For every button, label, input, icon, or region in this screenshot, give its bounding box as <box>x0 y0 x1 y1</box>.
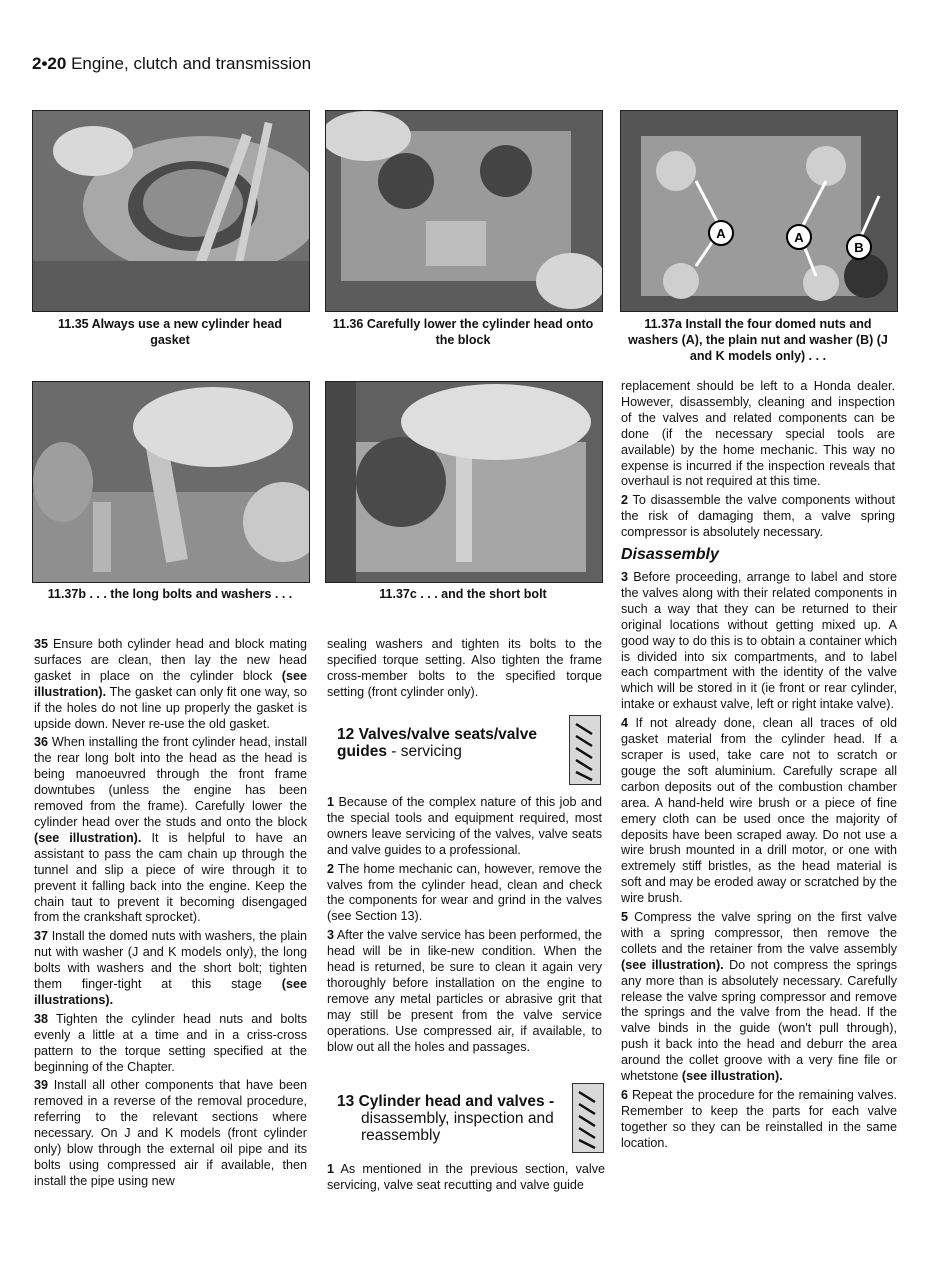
paragraph <box>327 1162 605 1194</box>
paragraph-text: Tighten the cylinder head nuts and bolts evenly a little at a time and in a criss-cross pattern to the torque setting specified at the beginning of the Chapter. <box>34 1011 307 1074</box>
paragraph-number: 37 <box>34 929 49 944</box>
paragraph-text: To disassemble the valve components without the risk of damaging them, a valve spring compressor is absolutely necessary. <box>621 493 895 540</box>
paragraph <box>621 493 895 541</box>
paragraph-text: When installing the front cylinder head, install the rear long bolt into the head as the head is being manoeuvred through the front frame downtubes (unless the engine has been removed from the frame). Carefully lower the cylinder head over the studs and onto the block <box>34 735 308 829</box>
illustration-ref: (see illustrations). <box>34 977 307 1007</box>
illustration-ref: (see illustration). <box>681 1069 783 1084</box>
paragraph-text: Install all other components that have been removed in a reverse of the removal procedure, referring to the relevant sections where necessary. On J and K models (front cylinder only) blow through the external oil pipe and its bolts using compressed air if available, then install the pipe using new <box>34 1078 308 1188</box>
paragraph-number: 1 <box>327 795 335 809</box>
paragraph-text: Install the domed nuts with washers, the plain nut with washer (J and K models only), the long bolts with washers and the short bolt; tighten them finger-tight at this stage <box>34 929 307 992</box>
paragraph <box>621 570 897 713</box>
illustration-ref: (see illustration). <box>34 830 142 845</box>
caption-11-35: 11.35 Always use a new cylinder head gasket <box>58 317 282 347</box>
paragraph-text: Do not compress the springs any more than is absolutely necessary. Carefully release the valve spring compressor and remove the springs and the valve from the head. If the valve binds in the guide (won't pull through), push it back into the head and deburr the area around the collet groove with a very fine file or whetstone <box>621 957 897 1084</box>
section-12-heading: 12 Valves/valve seats/valve guides - servicing <box>337 726 537 760</box>
illustration-ref: (see illustration). <box>621 957 724 972</box>
difficulty-spanner-icon-2 <box>572 1083 604 1153</box>
paragraph-number: 3 <box>621 570 629 584</box>
paragraph-text: Repeat the procedure for the remaining valves. Remember to keep the parts for each valve together so they can be reinstalled in the same location. <box>621 1088 897 1150</box>
caption-11-36: 11.36 Carefully lower the cylinder head onto the block <box>332 317 594 347</box>
caption-11-37b: 11.37b . . . the long bolts and washers . . . <box>47 587 293 601</box>
column-2-middle-text <box>327 795 602 1056</box>
page-header <box>32 54 311 74</box>
paragraph-text: sealing washers and tighten its bolts to the specified torque setting. Also tighten the frame cross-member bolts to the specified torque setting (front cylinder only). <box>327 637 602 699</box>
photo-short-bolt <box>325 381 603 583</box>
paragraph-text: As mentioned in the previous section, valve servicing, valve seat recutting and valve guide <box>327 1162 605 1192</box>
illustration-ref: (see illustration). <box>34 668 307 699</box>
paragraph-number: 3 <box>327 928 335 943</box>
label-a2: A <box>794 230 804 245</box>
paragraph <box>327 862 602 926</box>
paragraph-text: Because of the complex nature of this job and the special tools and equipment required, most owners leave servicing of the valves, valve seats and valve guides to a professional. <box>327 795 602 857</box>
paragraph <box>327 795 602 859</box>
paragraph <box>621 1088 897 1152</box>
paragraph <box>621 716 897 907</box>
paragraph-text: replacement should be left to a Honda dealer. However, disassembly, cleaning and inspection of the valves and related components can be done (if the necessary special tools are available) by the home mechanic. This way no expense is incurred if the inspection reveals that overhaul is not required at this time. <box>621 379 895 489</box>
photo-domed-nuts <box>620 110 898 312</box>
label-b: B <box>854 240 864 255</box>
paragraph-number: 35 <box>34 637 49 651</box>
paragraph-number: 38 <box>34 1011 49 1026</box>
paragraph-number: 4 <box>621 716 629 731</box>
paragraph-number: 2 <box>327 861 335 876</box>
page-number: 2•20 <box>32 54 67 73</box>
photo-long-bolts <box>32 381 310 583</box>
label-a1: A <box>716 226 726 241</box>
paragraph <box>34 929 307 1009</box>
paragraph-number: 6 <box>621 1088 629 1102</box>
column-3-bottom-text <box>621 570 897 1152</box>
column-2-top-text <box>327 637 602 701</box>
paragraph-text: Ensure both cylinder head and block mating surfaces are clean, then lay the new head gasket in place on the cylinder block <box>34 637 308 683</box>
column-2-bottom-text <box>327 1162 605 1194</box>
column-1-text <box>34 637 307 1190</box>
photo-cylinder-gasket <box>32 110 310 312</box>
paragraph-number: 5 <box>621 910 629 925</box>
paragraph <box>621 910 897 1085</box>
paragraph-number: 1 <box>327 1162 335 1176</box>
paragraph-number: 36 <box>34 735 49 750</box>
paragraph-number: 2 <box>621 493 629 508</box>
paragraph-text: The gasket can only fit one way, so if the holes do not line up properly the gasket is upside down. Never re-use the old gasket. <box>34 684 307 731</box>
chapter-title: Engine, clutch and transmission <box>71 54 312 73</box>
disassembly-subheading: Disassembly <box>621 546 719 563</box>
paragraph <box>34 735 307 926</box>
paragraph <box>34 1012 307 1076</box>
difficulty-spanner-icon <box>569 715 601 785</box>
paragraph-text: The home mechanic can, however, remove the valves from the cylinder head, clean and check the components for wear and grind in the valves (see Section 13). <box>327 861 602 924</box>
section-13-heading: 13 Cylinder head and valves - disassembly, inspection and reassembly <box>337 1093 555 1144</box>
paragraph <box>327 928 602 1055</box>
paragraph <box>327 637 602 701</box>
paragraph <box>34 637 307 732</box>
paragraph <box>34 1078 307 1189</box>
paragraph-text: Before proceeding, arrange to label and store the valves along with their related components in such a way that they can be returned to their original locations without getting mixed up. A good way to do this is to obtain a container which is divided into six compartments, and to label each compartment with the identity of the valve which will be stored in it (ie front or rear cylinder, intake or exhaust valve, left or right intake valve). <box>621 570 897 712</box>
paragraph-text: If not already done, clean all traces of old gasket material from the cylinder head. If a scraper is used, take care not to scratch or gouge the soft aluminium. Carefully scrape all carbon deposits out of the combustion chamber area. A hand-held wire brush or a piece of fine emery cloth can be used once the majority of deposits have been scraped away. Do not use a wire brush mounted in a drill motor, or one with extremely stiff bristles, as the head material is soft and may be eroded away or scratched by the wire brush. <box>621 716 897 906</box>
paragraph-text: It is helpful to have an assistant to pass the cam chain up through the tunnel and slip a piece of wire through it to prevent it falling back into the engine. Keep the chain taut to prevent it becoming disengaged from the crankshaft sprocket). <box>34 830 307 925</box>
column-3-top-text <box>621 379 895 541</box>
paragraph <box>621 379 895 490</box>
caption-11-37c: 11.37c . . . and the short bolt <box>379 587 547 601</box>
paragraph-text: Compress the valve spring on the first valve with a spring compressor, then remove the collets and the retainer from the valve assembly <box>621 910 897 956</box>
paragraph-number: 39 <box>34 1078 49 1093</box>
photo-cylinder-head-lower <box>325 110 603 312</box>
paragraph-text: After the valve service has been performed, the head will be in like-new condition. When the head is returned, be sure to clean it again very thoroughly before installation on the engine to remove any metal particles or abrasive grit that may still be present from the valve service operations. Use compressed air, if available, to blow out all the holes and passages. <box>327 928 602 1054</box>
caption-11-37a: 11.37a Install the four domed nuts and washers (A), the plain nut and washer (B) (J and K models only) . . . <box>628 317 888 363</box>
